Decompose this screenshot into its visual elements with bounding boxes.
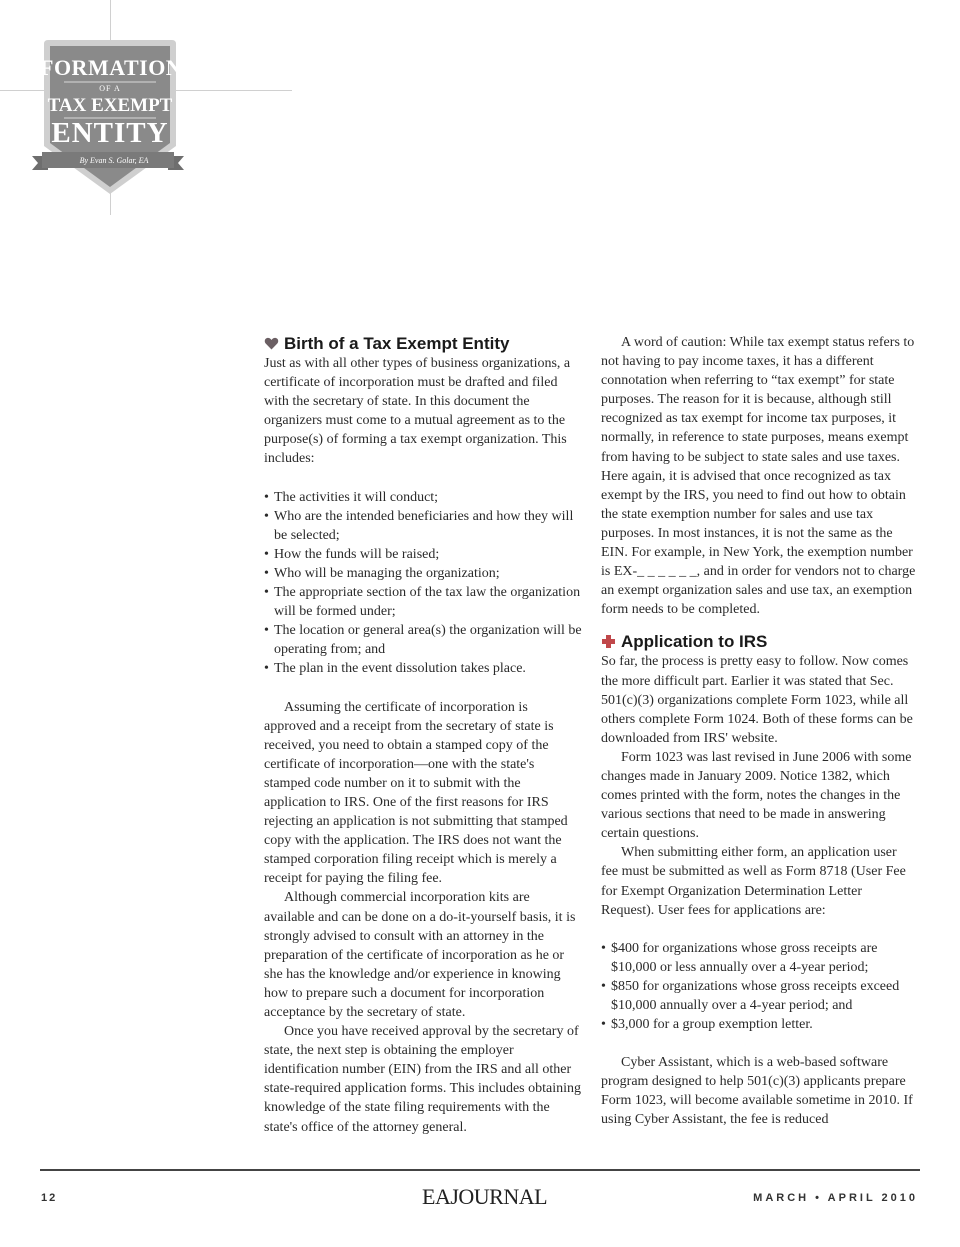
cross-icon — [601, 634, 616, 649]
list-item: • $3,000 for a group exemption letter. — [601, 1015, 916, 1034]
footer-rule — [40, 1169, 920, 1171]
section-heading-application — [601, 631, 916, 652]
list-item: • The activities it will conduct; — [264, 488, 582, 507]
list-item: • Who will be managing the organization; — [264, 564, 582, 583]
right-intro-paragraph: So far, the process is pretty easy to follow. Now comes the more difficult part. Earlier it was stated that Sec. 501(c)(3) organizations complete Form 1023, while all others complete Form 1024. Both of these forms can be downloaded from IRS' website. — [601, 654, 913, 746]
body-paragraph: When submitting either form, an application user fee must be submitted as well as Form 8718 (User Fee for Exempt Organization Determination Letter Request). User fees for applications are: — [601, 845, 906, 918]
list-item: • The appropriate section of the tax law the organization will be formed under; — [264, 583, 582, 621]
right-column — [601, 333, 916, 1130]
badge-title-line4: ENTITY — [51, 117, 169, 149]
body-paragraph: Although commercial incorporation kits are available and can be done on a do-it-yourself basis, it is strongly advised to consult with an attorney in the preparation of the certificate of incorporation as he or she has the knowledge and/or experience in knowing how to prepare such a document for incorporation acceptance by the secretary of state. — [264, 890, 576, 1020]
list-item: • How the funds will be raised; — [264, 545, 582, 564]
caution-paragraph: A word of caution: While tax exempt status refers to not having to pay income taxes, it has a different connotation when referring to “tax exempt” for state purposes. The reason for it is because, although still recognized as tax exempt for income tax purposes, it normally, in reference to state purposes, means exempt from having to be subject to state sales and use taxes. Here again, it is advised that once recognized as tax exempt by the IRS, you need to find out how to obtain the state exemption number for sales and use tax purposes. In most instances, it is not the same as the EIN. For example, in New York, the exemption number is EX-_ _ _ _ _ _, and in order for vendors not to charge an exempt organization sales and use tax, an exemption form needs to be completed. — [601, 335, 916, 618]
list-item: • Who are the intended beneficiaries and how they will be selected; — [264, 507, 582, 545]
badge-title-line2: OF A — [99, 84, 121, 93]
left-intro-paragraph: Just as with all other types of business organizations, a certificate of incorporation must be drafted and filed with the secretary of state. In this document the organizers must come to a mutual agreement as to the purpose(s) of forming a tax exempt organization. This includes: — [264, 356, 571, 467]
body-paragraph: Once you have received approval by the secretary of state, the next step is obtaining the employer identification number (EIN) from the IRS and all other state-required application forms. This includes obtaining knowledge of the state filing requirements with the state's office of the attorney general. — [264, 1024, 581, 1135]
list-item: • The location or general area(s) the organization will be operating from; and — [264, 621, 582, 659]
badge-title-line1: FORMATION — [40, 55, 183, 80]
heart-icon — [264, 336, 279, 351]
body-paragraph: Assuming the certificate of incorporation is approved and a receipt from the secretary of state is received, you need to obtain a stamped copy of the certificate of incorporation—one with the state's stamped code number on it to submit with the application to IRS. One of the first reasons for IRS rejecting an application is not submitting that stamped copy with the application. The IRS does not want the stamped corporation filing receipt which is merely a receipt for paying the filing fee. — [264, 699, 568, 887]
body-paragraph: Form 1023 was last revised in June 2006 with some changes made in January 2009. Notice 1382, which comes printed with the form, notes the changes in the various sections that need to be made in answering certain questions. — [601, 749, 912, 842]
body-paragraph: Cyber Assistant, which is a web-based software program designed to help 501(c)(3) applicants prepare Form 1023, will become available sometime in 2010. If using Cyber Assistant, the fee is reduced — [601, 1055, 913, 1128]
section-heading-birth-text: Birth of a Tax Exempt Entity — [284, 334, 510, 353]
list-item: • $400 for organizations whose gross receipts are $10,000 or less annually over a 4-year period; — [601, 939, 916, 977]
journal-logo: EAJOURNAL — [422, 1184, 548, 1209]
list-item: • $850 for organizations whose gross receipts exceed $10,000 annually over a 4-year period; and — [601, 977, 916, 1015]
badge-byline: By Evan S. Golar, EA — [79, 156, 149, 165]
user-fee-list — [601, 939, 916, 1034]
list-item: • The plan in the event dissolution takes place. — [264, 659, 582, 678]
left-column — [264, 333, 582, 1137]
issue-date: MARCH • APRIL 2010 — [753, 1192, 918, 1204]
page-number: 12 — [41, 1192, 58, 1204]
badge-title-line3: TAX EXEMPT — [47, 95, 173, 116]
organization-details-list — [264, 488, 582, 679]
section-heading-birth — [264, 333, 582, 354]
section-heading-application-text: Application to IRS — [621, 632, 768, 652]
